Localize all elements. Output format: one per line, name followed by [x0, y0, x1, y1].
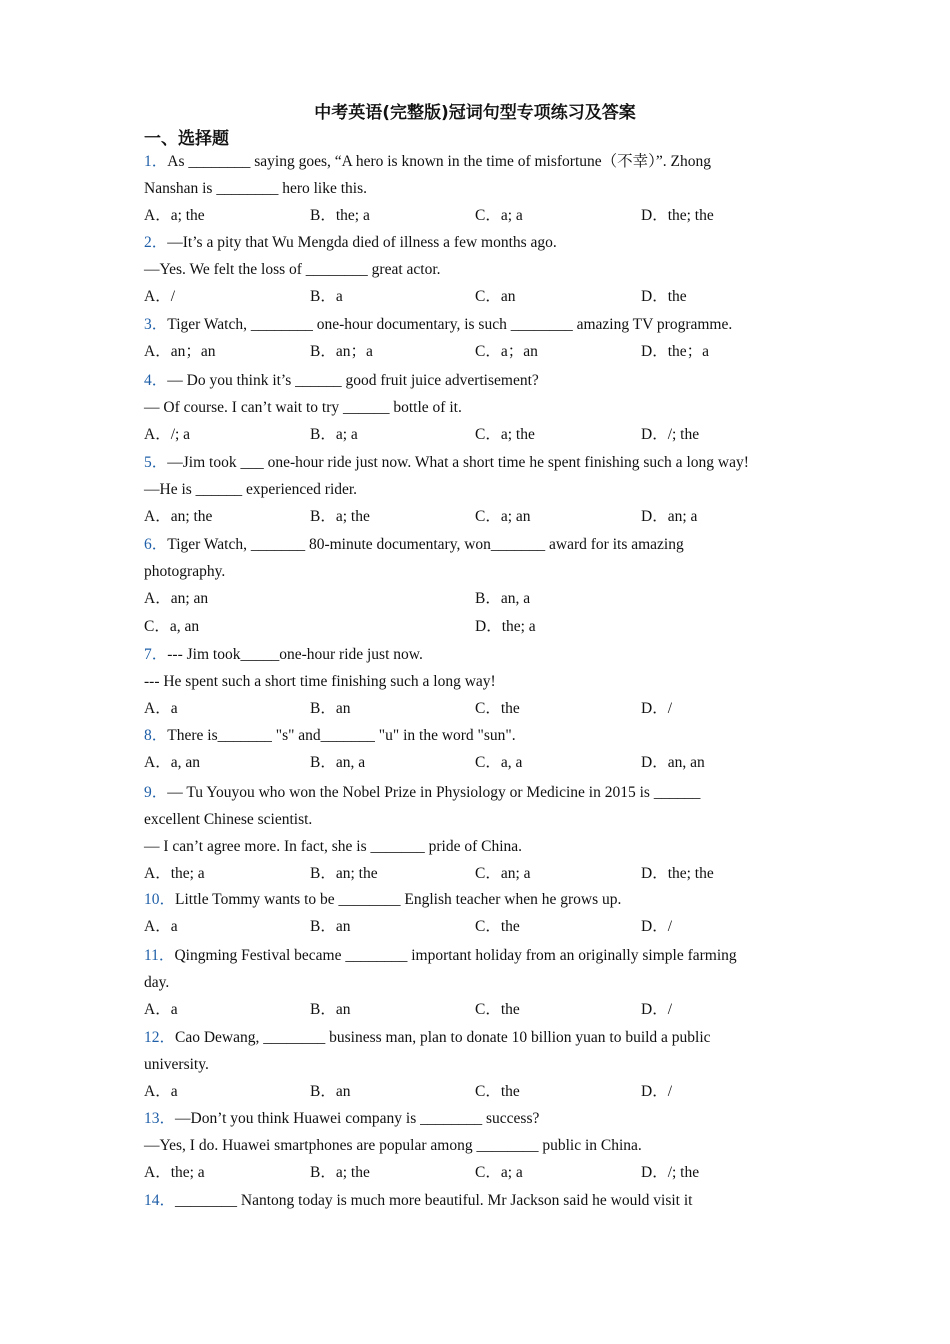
- question-number: 4．: [144, 372, 168, 389]
- answer-option[interactable]: D．/: [641, 1001, 673, 1018]
- page-title: 中考英语(完整版)冠词句型专项练习及答案: [314, 103, 636, 123]
- question-text: — Do you think it’s ______ good fruit juice advertisement?: [167, 372, 539, 389]
- answer-option[interactable]: D．/; the: [641, 1164, 700, 1181]
- answer-option[interactable]: A．a: [144, 1083, 178, 1100]
- answer-option[interactable]: B．an: [310, 1001, 351, 1018]
- answer-option[interactable]: A．/: [144, 288, 176, 305]
- question-text: Qingming Festival became ________ important holiday from an originally simple farming: [174, 947, 737, 964]
- question-number: 14．: [144, 1192, 176, 1209]
- question-number: 2．: [144, 234, 168, 251]
- section-heading: 一、选择题: [144, 129, 229, 149]
- question-line: [144, 476, 824, 503]
- answer-option[interactable]: B．a; the: [310, 508, 370, 525]
- question-line: [144, 367, 824, 394]
- question-text: There is_______ "s" and_______ "u" in the word "sun".: [167, 727, 516, 744]
- question-number: 11．: [144, 947, 175, 964]
- question-number: 8．: [144, 727, 168, 744]
- answer-option[interactable]: A．a: [144, 700, 178, 717]
- answer-option[interactable]: A．an；an: [144, 343, 216, 360]
- question-line: [144, 641, 824, 668]
- answer-option[interactable]: A．a: [144, 918, 178, 935]
- question-item: [144, 1187, 824, 1214]
- question-line: [144, 1132, 824, 1159]
- question-text: —Don’t you think Huawei company is ________ success?: [175, 1110, 540, 1127]
- question-text: As ________ saying goes, “A hero is known in the time of misfortune（不幸）”. Zhong: [167, 153, 711, 170]
- answer-option[interactable]: C．a, a: [475, 754, 523, 771]
- answer-option[interactable]: C．the: [475, 1001, 520, 1018]
- answer-option[interactable]: A．an; the: [144, 508, 213, 525]
- question-item: [144, 367, 824, 449]
- question-line: [144, 175, 824, 202]
- answer-option[interactable]: D．/: [641, 700, 673, 717]
- answer-option[interactable]: B．an；a: [310, 343, 373, 360]
- question-line: [144, 229, 824, 256]
- question-item: [144, 722, 824, 777]
- answer-option[interactable]: B．an, a: [475, 590, 531, 607]
- question-number: 10．: [144, 891, 176, 908]
- answer-option[interactable]: A．the; a: [144, 865, 205, 882]
- options-row: [144, 695, 824, 723]
- answer-option[interactable]: D．an, an: [641, 754, 705, 771]
- question-item: [144, 148, 824, 230]
- answer-option[interactable]: A．/; a: [144, 426, 191, 443]
- options-row: [144, 996, 824, 1024]
- question-number: 12．: [144, 1029, 176, 1046]
- answer-option[interactable]: A．a, an: [144, 754, 200, 771]
- question-line: [144, 311, 824, 338]
- answer-option[interactable]: A．a: [144, 1001, 178, 1018]
- question-line: [144, 531, 824, 558]
- answer-option[interactable]: A．the; a: [144, 1164, 205, 1181]
- answer-option[interactable]: B．an: [310, 918, 351, 935]
- answer-option[interactable]: A．a; the: [144, 207, 205, 224]
- options-row: [144, 585, 824, 613]
- question-item: [144, 942, 824, 1024]
- options-row: [144, 613, 824, 641]
- options-row: [144, 338, 824, 366]
- answer-option[interactable]: C．an: [475, 288, 516, 305]
- question-item: [144, 641, 824, 723]
- question-line: [144, 806, 824, 833]
- question-item: [144, 311, 824, 366]
- options-row: [144, 1078, 824, 1106]
- question-text: Cao Dewang, ________ business man, plan to donate 10 billion yuan to build a public: [175, 1029, 711, 1046]
- question-text: --- He spent such a short time finishing such a long way!: [144, 673, 496, 690]
- answer-option[interactable]: D．the; the: [641, 865, 714, 882]
- question-text: —He is ______ experienced rider.: [144, 481, 358, 498]
- answer-option[interactable]: C．a, an: [144, 618, 200, 635]
- answer-option[interactable]: B．a: [310, 288, 343, 305]
- question-number: 7．: [144, 646, 168, 663]
- question-text: excellent Chinese scientist.: [144, 811, 313, 828]
- question-line: [144, 449, 824, 476]
- question-text: —Yes. We felt the loss of ________ great actor.: [144, 261, 441, 278]
- options-row: [144, 283, 824, 311]
- question-text: Nanshan is ________ hero like this.: [144, 180, 368, 197]
- question-text: — Tu Youyou who won the Nobel Prize in Physiology or Medicine in 2015 is ______: [167, 784, 701, 801]
- answer-option[interactable]: C．the: [475, 700, 520, 717]
- question-line: [144, 969, 824, 996]
- question-item: [144, 531, 824, 641]
- answer-option[interactable]: B．an: [310, 1083, 351, 1100]
- question-text: Tiger Watch, ________ one-hour documentary, is such ________ amazing TV programme.: [167, 316, 733, 333]
- answer-option[interactable]: A．an; an: [144, 590, 209, 607]
- question-line: [144, 1024, 824, 1051]
- answer-option[interactable]: B．an; the: [310, 865, 378, 882]
- answer-option[interactable]: B．a; the: [310, 1164, 370, 1181]
- options-row: [144, 1159, 824, 1187]
- question-text: Tiger Watch, _______ 80-minute documentary, won_______ award for its amazing: [167, 536, 684, 553]
- answer-option[interactable]: C．an; a: [475, 865, 531, 882]
- question-number: 13．: [144, 1110, 176, 1127]
- question-line: [144, 779, 824, 806]
- question-line: [144, 942, 824, 969]
- answer-option[interactable]: D．/: [641, 918, 673, 935]
- question-line: [144, 1187, 824, 1214]
- answer-option[interactable]: C．a; an: [475, 508, 531, 525]
- question-line: [144, 1051, 824, 1078]
- answer-option[interactable]: B．the; a: [310, 207, 370, 224]
- question-number: 3．: [144, 316, 168, 333]
- question-text: --- Jim took_____one-hour ride just now.: [167, 646, 423, 663]
- question-text: day.: [144, 974, 170, 991]
- question-text: — Of course. I can’t wait to try ______ bottle of it.: [144, 399, 462, 416]
- question-line: [144, 1105, 824, 1132]
- question-item: [144, 779, 824, 888]
- answer-option[interactable]: C．a; a: [475, 207, 523, 224]
- question-item: [144, 229, 824, 311]
- answer-option[interactable]: D．the; a: [475, 618, 536, 635]
- question-text: Little Tommy wants to be ________ English teacher when he grows up.: [175, 891, 622, 908]
- question-item: [144, 886, 824, 941]
- question-number: 5．: [144, 454, 168, 471]
- question-line: [144, 558, 824, 585]
- answer-option[interactable]: D．the; the: [641, 207, 714, 224]
- options-row: [144, 503, 824, 531]
- answer-option[interactable]: D．the: [641, 288, 687, 305]
- answer-option[interactable]: C．the: [475, 918, 520, 935]
- question-text: —Jim took ___ one-hour ride just now. What a short time he spent finishing such a long way!: [167, 454, 749, 471]
- question-text: photography.: [144, 563, 226, 580]
- question-line: [144, 148, 824, 175]
- question-item: [144, 1024, 824, 1106]
- question-text: —It’s a pity that Wu Mengda died of illness a few months ago.: [167, 234, 557, 251]
- options-row: [144, 913, 824, 941]
- answer-option[interactable]: B．an, a: [310, 754, 366, 771]
- question-number: 9．: [144, 784, 168, 801]
- answer-option[interactable]: C．a; the: [475, 426, 535, 443]
- question-line: [144, 668, 824, 695]
- question-item: [144, 1105, 824, 1187]
- question-line: [144, 886, 824, 913]
- answer-option[interactable]: C．the: [475, 1083, 520, 1100]
- options-row: [144, 202, 824, 230]
- question-text: — I can’t agree more. In fact, she is _______ pride of China.: [144, 838, 523, 855]
- question-text: university.: [144, 1056, 209, 1073]
- options-row: [144, 421, 824, 449]
- question-text: —Yes, I do. Huawei smartphones are popular among ________ public in China.: [144, 1137, 642, 1154]
- answer-option[interactable]: B．an: [310, 700, 351, 717]
- answer-option[interactable]: D．/: [641, 1083, 673, 1100]
- options-row: [144, 749, 824, 777]
- answer-option[interactable]: B．a; a: [310, 426, 358, 443]
- options-row: [144, 860, 824, 888]
- answer-option[interactable]: C．a；an: [475, 343, 538, 360]
- question-line: [144, 256, 824, 283]
- answer-option[interactable]: D．an; a: [641, 508, 698, 525]
- question-item: [144, 449, 824, 531]
- answer-option[interactable]: C．a; a: [475, 1164, 523, 1181]
- question-number: 6．: [144, 536, 168, 553]
- question-line: [144, 394, 824, 421]
- answer-option[interactable]: D．the；a: [641, 343, 710, 360]
- question-line: [144, 833, 824, 860]
- question-line: [144, 722, 824, 749]
- answer-option[interactable]: D．/; the: [641, 426, 700, 443]
- question-number: 1．: [144, 153, 168, 170]
- question-text: ________ Nantong today is much more beautiful. Mr Jackson said he would visit it: [175, 1192, 693, 1209]
